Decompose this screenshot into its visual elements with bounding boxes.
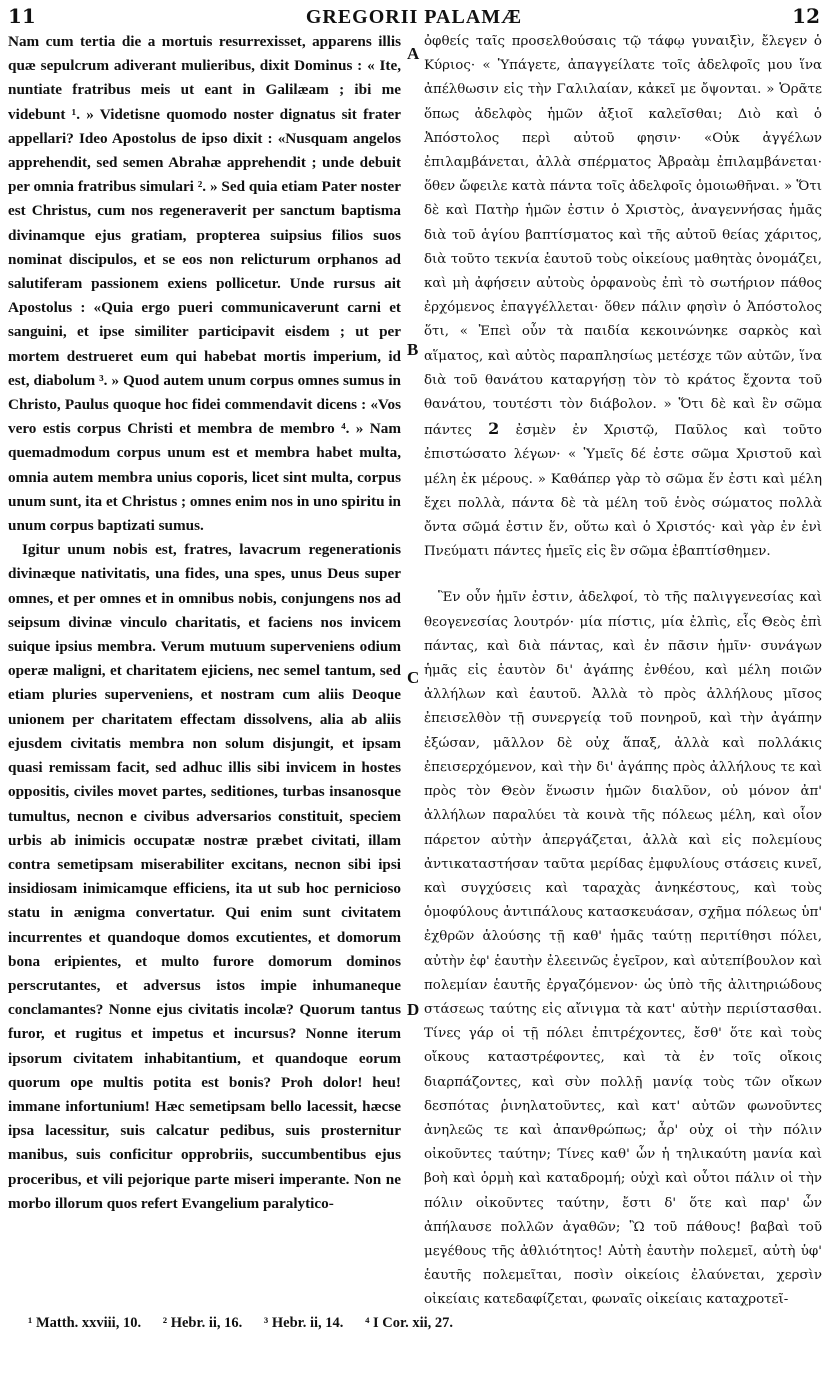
footnote-3: ³ Hebr. ii, 14. [263,1315,344,1331]
page-number-left: 11 [8,4,36,28]
footnote-4: ⁴ I Cor. xii, 27. [365,1315,454,1331]
signature-mark: 2 [488,419,500,439]
page-number-right: 12 [792,4,820,28]
page-header [0,4,828,28]
latin-paragraph-1: Nam cum tertia die a mortuis resurrexisset, apparens illis quæ sepulcrum adiverant mulieribus, dixit Dominus : « Ite, nuntiate fratribus meis ut eant in Galilæam ; ibi me videbunt ¹. » Videtisne quomodo noster dignatus sit frater appellari? Ideo Apostolus de ipso dixit : «Nusquam angelos apprehendit, sed semen Abrahæ apprehendit ; unde debuit per omnia fratribus simulari ². » Sed quia etiam Pater noster est Christus, cum nos regeneraverit per sanctum baptisma divinamque ejus gratiam, propterea suipsius filios suos nominat discipulos, et se eos non relicturum orphanos ad salutiferam passionem exiens pollicetur. Unde rursus ait Apostolus : «Quia ergo pueri communicaverunt carni et sanguini, et ipse similiter participavit eisdem ; ut per mortem destrueret eum qui habebat mortis imperium, id est, diabolum ³. » Quod autem unum corpus omnes sumus in Christo, Paulus quoque hoc fidei commendavit dicens : «Vos vero estis corpus Christi et membra de membro ⁴. » Nam quemadmodum corpus unum est et membra habet multa, omnia autem membra unius coporis, licet sint multa, corpus unum sunt, ita et Christus ; omnes enim nos in uno spiritu in unum corpus baptizati sumus. [8,33,401,535]
footnotes [28,1315,471,1332]
margin-letter-d: D [407,1000,420,1019]
greek-paragraph-1-part-b: ἐσμὲν ἐν Χριστῷ, Παῦλος καὶ τοῦτο ἐπιστώσατο λέγων· « Ὑμεῖς δέ ἐστε σῶμα Χριστοῦ καὶ μέλη ἐκ μέρους. » Καθάπερ γὰρ τὸ σῶμα ἕν ἐστι καὶ μέλη ἔχει πολλὰ, πάντα δὲ τὰ μέλη τοῦ ἑνὸς σώματος πολλὰ ὄντα σῶμά ἐστιν ἕν, οὕτω καὶ ὁ Χριστός· καὶ γὰρ ἐν ἑνὶ Πνεύματι πάντες ἡμεῖς εἰς ἓν σῶμα ἐβαπτίσθημεν. [424,423,822,560]
margin-letter-b: B [407,340,419,359]
greek-paragraph-2: Ἓν οὖν ἡμῖν ἐστιν, ἀδελφοί, τὸ τῆς παλιγγενεσίας καὶ θεογενεσίας λουτρόν· μία πίστις, μία ἐλπὶς, εἷς Θεὸς ἐπὶ πάντας, καὶ διὰ πάντας, καὶ ἐν πᾶσιν ἡμῖν· συνάγων ἡμᾶς εἰς ἑαυτὸν δι' ἀγάπης ἐνθέου, καὶ μέλη ποιῶν ἀλλήλων καὶ ἑαυτοῦ. Ἀλλὰ τὸ πρὸς ἀλλήλους μῖσος ἐπεισελθὸν τῇ συνεργείᾳ τοῦ πονηροῦ, καὶ τὴν ἀγάπην ἐξώσαν, μᾶλλον δὲ οὐχ ἅπαξ, ἀλλὰ καὶ πολλάκις ἐπεισερχόμενον, καὶ τὴν δι' ἀγάπης πρὸς ἀλλήλους τε καὶ πρὸς τὸν Θεὸν ἕνωσιν ἡμῶν διαλῦον, οὐ μόνον ἀπ' ἀλλήλων παραλύει τὰ κοινὰ τῆς πόλεως μέλη, καὶ οἷον πάρετον αὐτὴν ἀπεργάζεται, ἀλλὰ καὶ εἰς πολεμίους ἀντικαταστήσαν ταῦτα μερίδας ἐμφυλίους στάσεις κινεῖ, καὶ συγχύσεις καὶ ταραχὰς ἀνηκέστους, καὶ τοὺς ὁμοφύλους ἀντιπάλους κατασκευάσαν, σχῆμα πόλεως ὑπ' ἐχθρῶν ἁλούσης τῇ καθ' ἡμᾶς ταύτῃ περιτίθησι πόλει, αὐτὴν ἐφ' ἑαυτὴν ἐλεεινῶς ἐγεῖρον, καὶ αὐτεπίβουλον καὶ πολεμίαν ἑαυτῆς ἐργαζόμενον· ὡς ὑπὸ τῆς ἀλιτηριώδους στάσεως ταύτης εἰς αἴνιγμα τὰ κατ' αὐτὴν περιίστασθαι. Τίνες γάρ οἱ τῇ πόλει ἐπιτρέχοντες, ἔσθ' ὅτε καὶ τοὺς οἴκους καταστρέφοντες, καὶ τὰ ἐν τοῖς οἴκοις διαρπάζοντες, καὶ σὺν πολλῇ μανίᾳ τοὺς τῶν οἴκων δεσπότας ῥινηλατοῦντες, καὶ κατ' αὐτῶν φωνοῦντες ἀνηλεῶς τε καὶ ἀπανθρώπως; ἆρ' οὐχ οἱ τὴν πόλιν οἰκοῦντες ταύτην; Τίνες καθ' ὧν ἡ τηλικαύτη μανία καὶ βοὴ καὶ ὁρμὴ καὶ καταδρομή; οὐχὶ καὶ οὗτοι πάλιν οἱ τὴν πόλιν οἰκοῦντες ταύτην, ἔστι δ' ὅτε καὶ παρ' ὧν ἀπήλαυσε πολλῶν ἀγαθῶν; Ὢ τοῦ πάθους! βαβαὶ τοῦ μεγέθους τῆς ἀθλιότητος! Αὐτὴ ἑαυτὴν πολεμεῖ, αὐτὴ ὑφ' ἑαυτῆς πολεμεῖται, ποσὶν οἰκείοις ἐλαύνεται, χερσὶν οἰκείαις κατεδαφίζεται, φωναῖς οἰκείαις καταχροτεῖ- [424,590,822,1308]
paragraph-gap [424,564,822,586]
footnote-2: ² Hebr. ii, 16. [162,1315,243,1331]
greek-paragraph-1-part-a: ὀφθείς ταῖς προσελθούσαις τῷ τάφῳ γυναιξὶν, ἔλεγεν ὁ Κύριος· « Ὑπάγετε, ἀπαγγείλατε τοῖς ἀδελφοῖς μου ἵνα ἀπέλθωσιν εἰς τὴν Γαλιλαίαν, κἀκεῖ με ὄψονται. » Ὁρᾶτε ὅπως ἀδελφὸς ἡμῶν ἀξιοῖ καλεῖσθαι; Διὸ καὶ ὁ Ἀπόστολος περὶ αὐτοῦ φησιν· «Οὐκ ἀγγέλων ἐπιλαμβάνεται, ἀλλὰ σπέρματος Ἀβραὰμ ἐπιλαμβάνεται· ὅθεν ὤφειλε κατὰ πάντα τοῖς ἀδελφοῖς ὁμοιωθῆναι. » Ὅτι δὲ καὶ Πατὴρ ἡμῶν ἐστιν ὁ Χριστὸς, ἀναγεννήσας ἡμᾶς διὰ τοῦ ἁγίου βαπτίσματος καὶ τῆς αὐτοῦ θείας χάριτος, διὰ τοῦτο τεκνία ἑαυτοῦ τοὺς οἰκείους μαθητὰς ὀνομάζει, καὶ μὴ ἀφήσειν αὐτοὺς ὀρφανοὺς ἐπὶ τὸ σωτήριον πάθος ἐρχόμενος ἐπαγγέλλεται· ὅθεν πάλιν φησὶν ὁ Ἀπόστολος ὅτι, « Ἐπεὶ οὖν τὰ παιδία κεκοινώνηκε σαρκὸς καὶ αἵματος, καὶ αὐτὸς παραπλησίως μετέσχε τῶν αὐτῶν, ἵνα διὰ τοῦ θανάτου καταργήσῃ τὸν τὸ κράτος ἔχοντα τοῦ θανάτου, τουτέστι τὸν διάβολον. » Ὅτι δὲ καὶ ἓν σῶμα πάντες [424,34,822,439]
greek-paragraph-1 [424,30,822,564]
margin-letter-c: C [407,668,420,687]
greek-column [424,30,822,1313]
running-title: GREGORII PALAMÆ [305,6,523,28]
latin-column [8,30,401,1216]
margin-letter-a: A [407,44,420,63]
latin-paragraph-2: Igitur unum nobis est, fratres, lavacrum regenerationis divinæque nativitatis, una fides, una spes, unus Deus super omnes, et per omnes et in omnibus nobis, conjungens nos ad seipsum divinæ vinculo charitatis, et faciens nos invicem suique ipsius membra. Verum mutuum superveniens odium operæ maligni, et charitatem ejiciens, nec semel tantum, sed etiam pluries superveniens, et nostram cum aliis Deoque unionem per charitatem effectam dissolvens, alia ab aliis ejusdem civitatis membra non solum disjungit, et ipsam quasi remissam facit, sed adhuc illis sibi invicem in hostes oppositis, civiles movet partes, seditiones, turbas insanosque tumultus, necnon e civibus adversarios constituit, speciem urbis ab inimicis occupatæ nostræ præbet civitati, illam contra semetipsam miserabiliter excitans, necnon sibi ipsi insidiosam inimicamque efficiens, ita ut sub hoc pernicioso statu in ænigma convertatur. Qui enim sunt civitatem incurrentes et quandoque domos excutientes, et domorum bona eripientes, et multo furore domorum dominos perscrutantes, et adversus istos impie inhumaneque conclamantes? Nonne ejus civitatis incolæ? Quorum tantus furor, et rugitus et impetus et incursus? Nonne iterum ipsorum civitatem inhabitantium, et quandoque eorum quorum ope multis potita est bonis? Proh dolor! heu! immane infortunium! Hæc semetipsam bello lacessit, hæcse ipsa lacessitur, suis calcatur pedibus, suis prosternitur manibus, suis conficitur opprobriis, succumbentibus ejus proceribus, et vili pejorique parte miseri imperante. Non ne morbo illorum quos refert Evangelium paralytico- [8,541,401,1212]
footnote-1: ¹ Matth. xxviii, 10. [28,1315,142,1331]
